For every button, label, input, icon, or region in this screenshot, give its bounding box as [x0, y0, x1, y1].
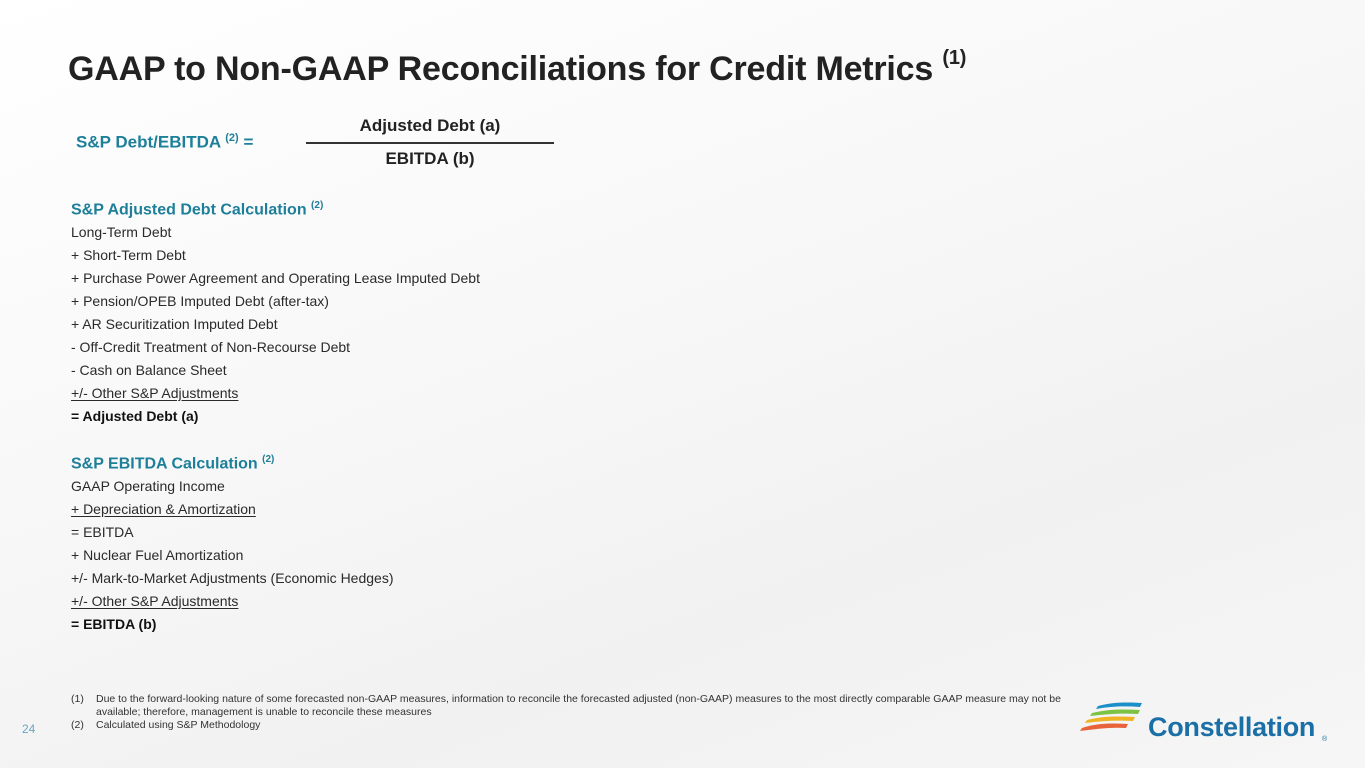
ebitda-heading: [71, 454, 274, 473]
adjusted-debt-item-non-recourse-debt: - Off-Credit Treatment of Non-Recourse Debt: [71, 339, 351, 355]
ebitda-item-depreciation: + Depreciation & Amortization: [71, 501, 256, 517]
footnote-1-text: Due to the forward-looking nature of some forecasted non-GAAP measures, information to reconcile the forecasted adjusted (non-GAAP) measures to the most directly comparable GAAP measure may not be available; therefore, management is unable to reconcile these measures: [96, 693, 1061, 718]
constellation-logo: [1080, 700, 1340, 748]
adjusted-debt-item-other-adjustments: +/- Other S&P Adjustments: [71, 385, 239, 401]
ebitda-item-ebitda: = EBITDA: [71, 524, 134, 540]
formula-numerator: Adjusted Debt (a): [359, 116, 501, 135]
page-title-footnote: (1): [942, 46, 967, 69]
ebitda-heading-footnote: (2): [262, 454, 275, 465]
formula-label: [76, 132, 253, 153]
adjusted-debt-item-ar-securitization: + AR Securitization Imputed Debt: [71, 316, 278, 332]
ebitda-list: [71, 475, 394, 636]
formula-lhs-text: S&P Debt/EBITDA: [76, 132, 221, 152]
page-number: 24: [22, 722, 36, 736]
footnotes: [71, 693, 1071, 732]
ebitda-item-operating-income: GAAP Operating Income: [71, 478, 225, 494]
ebitda-item-mark-to-market: +/- Mark-to-Market Adjustments (Economic Hedges): [71, 570, 394, 586]
ebitda-heading-text: S&P EBITDA Calculation: [71, 455, 258, 473]
ebitda-item-nuclear-fuel: + Nuclear Fuel Amortization: [71, 547, 244, 563]
footnote-2-text: Calculated using S&P Methodology: [96, 719, 261, 731]
formula-denominator: EBITDA (b): [385, 149, 475, 168]
adjusted-debt-item-long-term-debt: Long-Term Debt: [71, 224, 172, 240]
constellation-swoosh-icon: [1080, 700, 1146, 736]
page-title: [68, 46, 967, 89]
ebitda-total: = EBITDA (b): [71, 616, 157, 632]
logo-wordmark: Constellation: [1148, 712, 1316, 742]
adjusted-debt-item-cash: - Cash on Balance Sheet: [71, 362, 227, 378]
footnote-1: [71, 693, 1071, 719]
footnote-2-number: (2): [71, 719, 84, 731]
adjusted-debt-list: [71, 221, 480, 428]
footnote-2: [71, 719, 1071, 732]
adjusted-debt-item-short-term-debt: + Short-Term Debt: [71, 247, 186, 263]
adjusted-debt-heading: [71, 200, 323, 219]
formula-lhs-footnote: (2): [225, 132, 239, 144]
adjusted-debt-item-ppa-lease-debt: + Purchase Power Agreement and Operating Lease Imputed Debt: [71, 270, 480, 286]
page-title-text: GAAP to Non-GAAP Reconciliations for Credit Metrics: [68, 50, 934, 88]
logo-registered-mark: ®: [1322, 736, 1328, 743]
adjusted-debt-heading-text: S&P Adjusted Debt Calculation: [71, 201, 307, 219]
formula-equals: =: [238, 132, 254, 152]
footnote-1-number: (1): [71, 693, 84, 705]
formula-fraction-bar: [306, 142, 554, 144]
adjusted-debt-item-pension-opeb-debt: + Pension/OPEB Imputed Debt (after-tax): [71, 293, 329, 309]
adjusted-debt-total: = Adjusted Debt (a): [71, 408, 199, 424]
adjusted-debt-heading-footnote: (2): [311, 200, 324, 211]
ebitda-item-other-adjustments: +/- Other S&P Adjustments: [71, 593, 239, 609]
